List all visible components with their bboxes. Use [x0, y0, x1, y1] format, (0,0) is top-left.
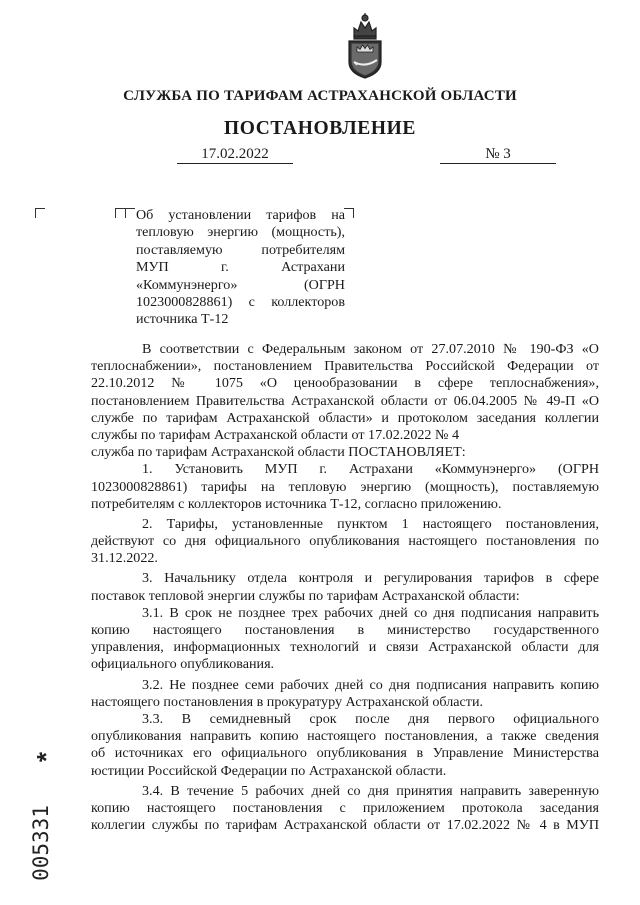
body-line: 3. Начальнику отдела контроля и регулирования тарифов в сфере	[142, 570, 599, 587]
body-line: 2. Тарифы, установленные пунктом 1 настоящего постановления,	[142, 515, 599, 532]
resolution-date: 17.02.2022	[177, 145, 293, 164]
coat-of-arms-emblem	[340, 10, 390, 82]
body-line: коллегии службы по тарифам Астраханской области от 17.02.2022 № 4 в МУП	[91, 817, 599, 834]
body-line: 3.3. В семидневный срок после дня первого официального	[142, 710, 599, 727]
corner-mark-left	[35, 208, 45, 218]
body-line: об источниках его официального опубликования в Управление Министерства	[91, 745, 599, 762]
organization-header: СЛУЖБА ПО ТАРИФАМ АСТРАХАНСКОЙ ОБЛАСТИ	[123, 88, 517, 104]
corner-mark-subject-open-1	[115, 208, 125, 218]
body-line: копию настоящего постановления с приложением протокола заседания	[91, 799, 599, 816]
body-line: 31.12.2022.	[91, 550, 158, 567]
subject-line: «Коммунэнерго» (ОГРН	[136, 276, 345, 293]
body-line: 1023000828861) тарифы на тепловую энергию (мощность), поставляемую	[91, 478, 599, 495]
corner-mark-subject-close	[344, 208, 354, 218]
body-line: действуют со дня официального опубликования настоящего постановления по	[91, 533, 599, 550]
subject-line: 1023000828861) с коллекторов	[136, 294, 345, 311]
stamp-code: 005331	[29, 805, 53, 881]
body-line: 1. Установить МУП г. Астрахани «Коммунэнерго» (ОГРН	[142, 461, 599, 478]
resolution-body	[91, 341, 599, 834]
body-line: управления, информационных технологий и связи Астраханской области для	[91, 639, 599, 656]
body-line: 3.2. Не позднее семи рабочих дней со дня подписания направить копию	[142, 676, 599, 693]
document-type-title: ПОСТАНОВЛЕНИЕ	[223, 118, 417, 139]
stamp-asterisk: *	[30, 751, 61, 763]
body-line: постановлением Правительства Астраханской области от 06.04.2005 № 49-П «О	[91, 392, 599, 409]
body-line: 22.10.2012 № 1075 «О ценообразовании в сфере теплоснабжения»,	[91, 375, 599, 392]
body-line: настоящего постановления в прокуратуру Астраханской области.	[91, 693, 484, 710]
body-line: официального опубликования.	[91, 656, 275, 673]
body-line: служба по тарифам Астраханской области ПОСТАНОВЛЯЕТ:	[91, 444, 466, 461]
body-line: 3.1. В срок не позднее трех рабочих дней со дня подписания направить	[142, 604, 599, 621]
body-line: опубликования направить копию настоящего постановления, а также сведения	[91, 728, 599, 745]
body-line: службе по тарифам Астраханской области» и протоколом заседания коллегии	[91, 409, 599, 426]
subject-line: Об установлении тарифов на	[136, 207, 345, 223]
body-line: 3.4. В течение 5 рабочих дней со дня принятия направить заверенную	[142, 782, 599, 799]
subject-line: МУП г. Астрахани	[136, 259, 345, 276]
body-line: теплоснабжении», постановлением Правительства Российской Федерации от	[91, 358, 599, 375]
corner-mark-subject-open-2	[125, 208, 135, 218]
body-line: службы по тарифам Астраханской области от 17.02.2022 № 4	[91, 426, 459, 443]
subject-line: тепловую энергию (мощность),	[136, 224, 345, 241]
body-line: поставок тепловой энергии службы по тарифам Астраханской области:	[91, 587, 520, 604]
subject-line: поставляемую потребителям	[136, 241, 345, 258]
resolution-subject	[136, 207, 345, 329]
body-line: В соответствии с Федеральным законом от 27.07.2010 № 190-ФЗ «О	[142, 341, 599, 357]
body-line: потребителям с коллекторов источника Т-12, согласно приложению.	[91, 495, 502, 512]
registration-stamp	[10, 735, 70, 895]
resolution-number: № 3	[440, 145, 556, 164]
subject-line: источника Т-12	[136, 311, 229, 328]
body-line: копию настоящего постановления в министерство государственного	[91, 622, 599, 638]
body-line: юстиции Российской Федерации по Астраханской области.	[91, 762, 447, 779]
